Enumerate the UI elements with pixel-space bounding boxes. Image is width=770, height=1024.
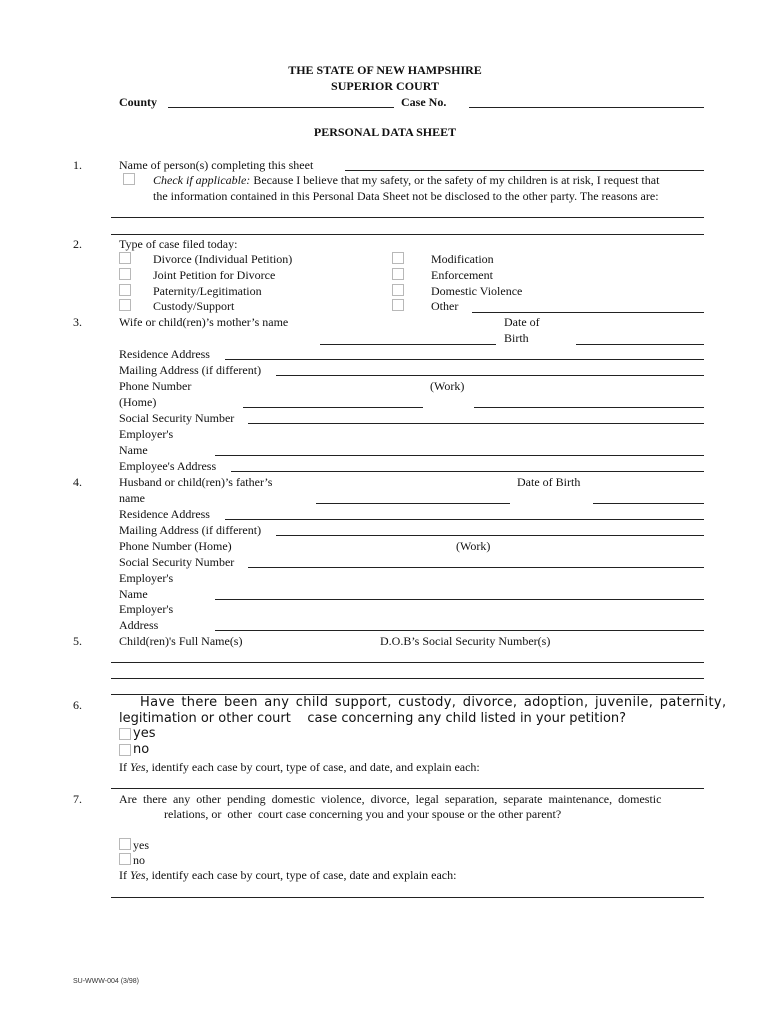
mother-residence-label: Residence Address: [119, 347, 210, 361]
mother-dob-label-2: Birth: [504, 331, 529, 345]
father-name-label-2: name: [119, 491, 145, 505]
mother-home-label: (Home): [119, 395, 157, 409]
mother-employer-field[interactable]: [215, 455, 704, 456]
father-employer-label-2: Name: [119, 587, 148, 601]
father-dob-field[interactable]: [593, 503, 704, 504]
mother-phone-label: Phone Number: [119, 379, 192, 393]
mother-mailing-field[interactable]: [276, 375, 704, 376]
mother-name-label: Wife or child(ren)’s mother’s name: [119, 315, 289, 329]
other-checkbox[interactable]: [392, 299, 404, 311]
mother-employer-label-2: Name: [119, 443, 148, 457]
custody-checkbox[interactable]: [119, 299, 131, 311]
completing-name-field[interactable]: [345, 170, 704, 171]
mother-dob-field[interactable]: [576, 344, 704, 345]
father-work-label: (Work): [456, 539, 491, 553]
section-7-number: 7.: [73, 792, 82, 806]
section-1-number: 1.: [73, 158, 82, 172]
father-mailing-label: Mailing Address (if different): [119, 523, 262, 537]
pending-case-question: Are there any other pending domestic violence, divorce, legal separation, separate maintenance, domestic: [119, 792, 662, 806]
enforcement-option: Enforcement: [431, 268, 493, 282]
prior-case-instructions: If Yes, identify each case by court, type of case, and date, and explain each:: [119, 760, 480, 774]
mother-employee-address-field[interactable]: [231, 471, 704, 472]
prior-case-yes-label: yes: [133, 726, 156, 741]
prior-case-yes-checkbox[interactable]: [119, 728, 131, 740]
case-no-label: Case No.: [401, 95, 447, 109]
confidentiality-checkbox[interactable]: [123, 173, 135, 185]
father-ssn-field[interactable]: [248, 567, 704, 568]
domestic-violence-option: Domestic Violence: [431, 284, 523, 298]
father-employer-address-label-2: Address: [119, 618, 159, 632]
section-3-number: 3.: [73, 315, 82, 329]
father-employer-label: Employer's: [119, 571, 174, 585]
other-field[interactable]: [472, 312, 704, 313]
paternity-option: Paternity/Legitimation: [153, 284, 262, 298]
divorce-checkbox[interactable]: [119, 252, 131, 264]
mother-mailing-label: Mailing Address (if different): [119, 363, 262, 377]
page-title: PERSONAL DATA SHEET: [313, 125, 457, 139]
children-dob-ssn-label: D.O.B’s Social Security Number(s): [380, 634, 551, 648]
custody-option: Custody/Support: [153, 299, 235, 313]
paternity-checkbox[interactable]: [119, 284, 131, 296]
father-residence-field[interactable]: [225, 519, 704, 520]
father-employer-address-field[interactable]: [215, 630, 704, 631]
mother-dob-label: Date of: [504, 315, 540, 329]
father-name-field[interactable]: [316, 503, 510, 504]
prior-case-question-2: legitimation or other court case concerning any child listed in your petition?: [119, 711, 627, 726]
domestic-violence-checkbox[interactable]: [392, 284, 404, 296]
mother-name-field[interactable]: [320, 344, 496, 345]
children-names-label: Child(ren)'s Full Name(s): [119, 634, 243, 648]
mother-ssn-label: Social Security Number: [119, 411, 235, 425]
father-residence-label: Residence Address: [119, 507, 210, 521]
father-employer-field[interactable]: [215, 599, 704, 600]
father-phone-label: Phone Number (Home): [119, 539, 232, 553]
modification-checkbox[interactable]: [392, 252, 404, 264]
mother-work-phone-field[interactable]: [474, 407, 704, 408]
reasons-line-2[interactable]: [111, 234, 704, 235]
prior-case-no-checkbox[interactable]: [119, 744, 131, 756]
form-code: SU-WWW-004 (3/98): [73, 978, 139, 985]
joint-petition-checkbox[interactable]: [119, 268, 131, 280]
prior-case-question: Have there been any child support, custody, divorce, adoption, juvenile, paternity,: [140, 695, 727, 710]
pending-case-line[interactable]: [111, 897, 704, 898]
modification-option: Modification: [431, 252, 494, 266]
father-employer-address-label: Employer's: [119, 602, 174, 616]
county-label: County: [119, 95, 158, 109]
enforcement-checkbox[interactable]: [392, 268, 404, 280]
mother-employee-address-label: Employee's Address: [119, 459, 217, 473]
pending-case-instructions: If Yes, identify each case by court, type of case, date and explain each:: [119, 868, 457, 882]
state-heading: THE STATE OF NEW HAMPSHIRE: [288, 63, 482, 77]
prior-case-line[interactable]: [111, 788, 704, 789]
mother-residence-field[interactable]: [225, 359, 704, 360]
father-mailing-field[interactable]: [276, 535, 704, 536]
mother-ssn-field[interactable]: [248, 423, 704, 424]
confidentiality-text: Check if applicable: Because I believe that my safety, or the safety of my children is at risk, I request that: [153, 173, 660, 187]
other-option: Other: [431, 299, 459, 313]
confidentiality-text-2: the information contained in this Personal Data Sheet not be disclosed to the other party. The reasons are:: [153, 189, 659, 203]
reasons-line-1[interactable]: [111, 217, 704, 218]
divorce-option: Divorce (Individual Petition): [153, 252, 293, 266]
children-line-2[interactable]: [111, 678, 704, 679]
pending-case-no-checkbox[interactable]: [119, 853, 131, 865]
mother-work-label: (Work): [430, 379, 465, 393]
joint-petition-option: Joint Petition for Divorce: [153, 268, 276, 282]
father-dob-label: Date of Birth: [517, 475, 581, 489]
section-6-number: 6.: [73, 698, 82, 712]
pending-case-question-2: relations, or other court case concerning you and your spouse or the other parent?: [164, 807, 562, 821]
section-4-number: 4.: [73, 475, 82, 489]
case-no-field[interactable]: [469, 107, 704, 108]
section-5-number: 5.: [73, 634, 82, 648]
completing-name-label: Name of person(s) completing this sheet: [119, 158, 314, 172]
case-type-label: Type of case filed today:: [119, 237, 238, 251]
children-line-1[interactable]: [111, 662, 704, 663]
mother-employer-label: Employer's: [119, 427, 174, 441]
mother-home-phone-field[interactable]: [243, 407, 423, 408]
court-heading: SUPERIOR COURT: [331, 79, 439, 93]
pending-case-no-label: no: [133, 853, 145, 867]
father-ssn-label: Social Security Number: [119, 555, 235, 569]
father-name-label: Husband or child(ren)’s father’s: [119, 475, 273, 489]
pending-case-yes-label: yes: [133, 838, 149, 852]
county-field[interactable]: [168, 107, 394, 108]
section-2-number: 2.: [73, 237, 82, 251]
pending-case-yes-checkbox[interactable]: [119, 838, 131, 850]
prior-case-no-label: no: [133, 742, 150, 757]
